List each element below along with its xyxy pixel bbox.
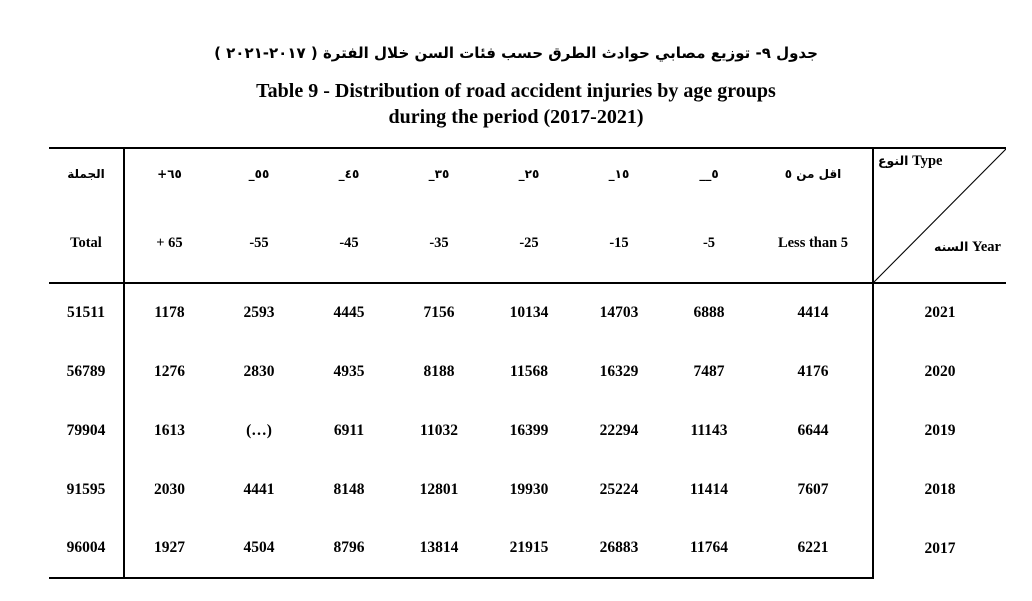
column-header-arabic: ٥٥_ <box>248 167 270 181</box>
cell-total: 91595 <box>49 460 124 519</box>
table-row <box>49 519 1006 578</box>
cell-less5: 6221 <box>754 519 873 578</box>
title-block <box>0 0 1032 131</box>
column-header-arabic: ٤٥_ <box>338 167 360 181</box>
column-header-age5 <box>664 148 754 283</box>
table-title-english-line1: Table 9 - Distribution of road accident injuries by age groups <box>256 80 776 102</box>
column-header-english: -45 <box>339 235 359 251</box>
column-header-english: + 65 <box>156 235 183 251</box>
column-header-english: -15 <box>609 235 629 251</box>
column-header-age65 <box>124 148 214 283</box>
column-header-arabic: ٢٥_ <box>518 167 540 181</box>
cell-age65: 1613 <box>154 421 185 439</box>
cell-age55: 4441 <box>243 480 275 498</box>
column-header-cell <box>304 149 394 282</box>
cell-age25: 10134 <box>509 304 549 321</box>
cell-year: 2021 <box>924 304 956 321</box>
corner-header-cell <box>873 148 1006 283</box>
column-header-age55 <box>214 148 304 283</box>
cell-age55: 4504 <box>214 519 304 578</box>
column-header-english: -25 <box>519 235 539 251</box>
cell-less5: 7607 <box>754 460 873 519</box>
cell-age35: 7156 <box>423 304 455 321</box>
cell-age65: 1927 <box>124 519 214 578</box>
cell-age15: 25224 <box>599 480 639 498</box>
column-header-cell <box>484 149 574 282</box>
cell-age35: 12801 <box>419 480 459 498</box>
cell-age25: 11568 <box>510 362 548 380</box>
column-header-arabic: ٣٥_ <box>428 167 450 181</box>
cell-age35: 11032 <box>420 421 458 439</box>
column-header-english: -55 <box>249 235 269 251</box>
cell-age45: 8148 <box>333 480 365 498</box>
corner-year-arabic: السنه <box>933 239 969 254</box>
column-header-english: Less than 5 <box>777 235 849 251</box>
column-header-arabic: اقل من ٥ <box>784 167 842 181</box>
column-header-total <box>49 148 124 283</box>
table-title-arabic: جدول ٩- توزيع مصابي حوادث الطرق حسب فئات السن خلال الفترة ( ٢٠١٧-٢٠٢١ ) <box>214 44 818 62</box>
cell-age15: 16329 <box>599 362 639 380</box>
column-header-arabic: ٥__ <box>699 167 719 181</box>
cell-age65: 1276 <box>154 362 185 380</box>
corner-split-cell <box>874 149 1006 282</box>
data-table-container <box>49 147 1001 579</box>
road-accident-injuries-table <box>49 147 1006 579</box>
cell-age65: 1178 <box>154 304 185 321</box>
cell-year: 2020 <box>924 362 956 380</box>
column-header-age15 <box>574 148 664 283</box>
cell-age55: 2830 <box>243 362 275 380</box>
column-header-cell <box>754 149 872 282</box>
cell-age35: 13814 <box>394 519 484 578</box>
column-header-arabic: ٦٥+ <box>157 167 182 181</box>
column-header-age45 <box>304 148 394 283</box>
column-header-age35 <box>394 148 484 283</box>
column-header-cell <box>49 149 123 282</box>
cell-less5: 4414 <box>754 283 873 342</box>
cell-age5: 11764 <box>664 519 754 578</box>
cell-age45: 6911 <box>333 421 365 439</box>
column-header-arabic: الجملة <box>67 167 105 181</box>
table-row <box>49 283 1006 342</box>
cell-less5: 6644 <box>754 401 873 460</box>
cell-age15: 26883 <box>574 519 664 578</box>
table-title-english <box>0 78 1032 131</box>
cell-total: 51511 <box>49 283 124 342</box>
cell-total: 79904 <box>49 401 124 460</box>
cell-age15: 14703 <box>599 304 639 321</box>
cell-age65: 2030 <box>154 480 185 498</box>
table-row <box>49 342 1006 401</box>
cell-year: 2017 <box>924 539 956 557</box>
cell-age45: 4445 <box>333 304 365 321</box>
cell-age5: 6888 <box>693 304 725 321</box>
cell-total: 56789 <box>49 342 124 401</box>
column-header-age25 <box>484 148 574 283</box>
corner-type-english: Type <box>912 153 943 169</box>
column-header-cell <box>574 149 664 282</box>
cell-age55: 2593 <box>243 304 275 321</box>
column-header-cell <box>394 149 484 282</box>
cell-year: 2018 <box>924 480 956 498</box>
corner-type-label <box>878 153 942 170</box>
cell-age15: 22294 <box>599 421 639 439</box>
cell-age25: 21915 <box>484 519 574 578</box>
column-header-english: -35 <box>429 235 449 251</box>
column-header-english: Total <box>70 235 102 251</box>
column-header-cell <box>664 149 754 282</box>
cell-year: 2019 <box>924 421 956 439</box>
cell-less5: 4176 <box>754 342 873 401</box>
column-header-cell <box>125 149 214 282</box>
column-header-cell <box>214 149 304 282</box>
cell-age45: 4935 <box>333 362 365 380</box>
corner-type-arabic: النوع <box>878 153 909 168</box>
cell-age5: 11143 <box>690 421 728 439</box>
column-header-arabic: ١٥_ <box>608 167 630 181</box>
table-row <box>49 401 1006 460</box>
table-row <box>49 460 1006 519</box>
column-header-english: -5 <box>702 235 716 251</box>
table-header-row <box>49 148 1006 283</box>
cell-age55: (…) <box>246 421 272 439</box>
cell-age25: 19930 <box>509 480 549 498</box>
cell-total: 96004 <box>49 519 124 578</box>
table-body <box>49 148 1006 578</box>
cell-age5: 11414 <box>690 480 728 498</box>
corner-year-label <box>934 239 1001 256</box>
cell-age25: 16399 <box>509 421 549 439</box>
cell-age35: 8188 <box>423 362 455 380</box>
table-title-english-line2: during the period (2017-2021) <box>388 106 644 129</box>
corner-year-english: Year <box>972 239 1001 255</box>
cell-age5: 7487 <box>693 362 725 380</box>
cell-age45: 8796 <box>304 519 394 578</box>
column-header-less5 <box>754 148 873 283</box>
